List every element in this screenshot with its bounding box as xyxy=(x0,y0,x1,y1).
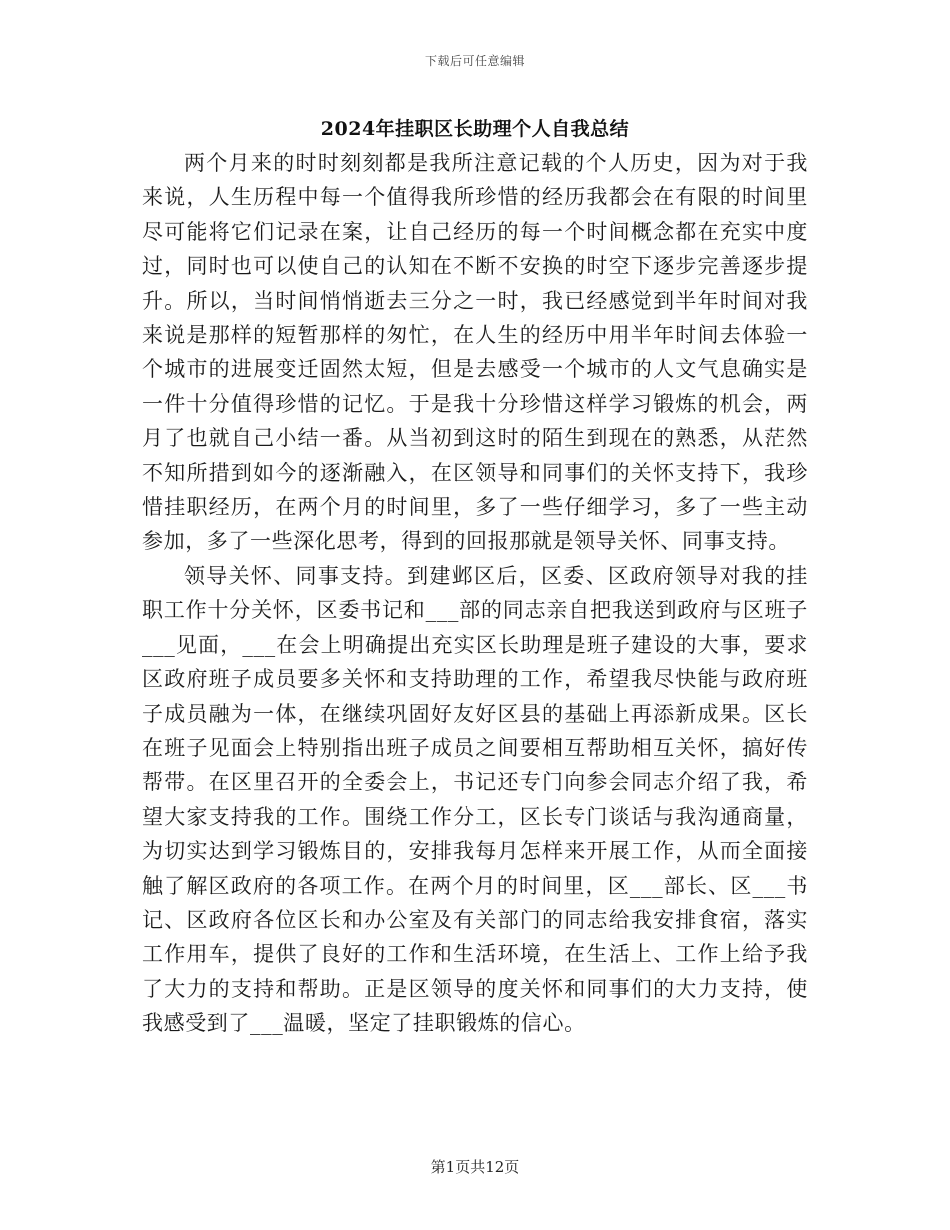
page-number: 第1页共12页 xyxy=(430,1158,520,1176)
document-title: 2024年挂职区长助理个人自我总结 xyxy=(320,118,630,140)
document-body xyxy=(142,146,808,1041)
paragraph: 两个月来的时时刻刻都是我所注意记载的个人历史，因为对于我来说，人生历程中每一个值得我所珍惜的经历我都会在有限的时间里尽可能将它们记录在案，让自己经历的每一个时间概念都在充实中度过，同时也可以使自己的认知在不断不安换的时空下逐步完善逐步提升。所以，当时间悄悄逝去三分之一时，我已经感觉到半年时间对我来说是那样的短暂那样的匆忙，在人生的经历中用半年时间去体验一个城市的进展变迁固然太短，但是去感受一个城市的人文气息确实是一件十分值得珍惜的记忆。于是我十分珍惜这样学习锻炼的机会，两月了也就自己小结一番。从当初到这时的陌生到现在的熟悉，从茫然不知所措到如今的逐渐融入，在区领导和同事们的关怀支持下，我珍惜挂职经历，在两个月的时间里，多了一些仔细学习，多了一些主动参加，多了一些深化思考，得到的回报那就是领导关怀、同事支持。 xyxy=(142,151,808,554)
paragraph: 领导关怀、同事支持。到建邺区后，区委、区政府领导对我的挂职工作十分关怀，区委书记和___部的同志亲自把我送到政府与区班子___见面，___在会上明确提出充实区长助理是班子建设的大事，要求区政府班子成员要多关怀和支持助理的工作，希望我尽快能与政府班子成员融为一体，在继续巩固好友好区县的基础上再添新成果。区长在班子见面会上特别指出班子成员之间要相互帮助相互关怀，搞好传帮带。在区里召开的全委会上，书记还专门向参会同志介绍了我，希望大家支持我的工作。围绕工作分工，区长专门谈话与我沟通商量，为切实达到学习锻炼目的，安排我每月怎样来开展工作，从而全面接触了解区政府的各项工作。在两个月的时间里，区___部长、区___书记、区政府各位区长和办公室及有关部门的同志给我安排食宿，落实工作用车，提供了良好的工作和生活环境，在生活上、工作上给予我了大力的支持和帮助。正是区领导的度关怀和同事们的大力支持，使我感受到了___温暖，坚定了挂职锻炼的信心。 xyxy=(142,563,808,1036)
header-note: 下载后可任意编辑 xyxy=(424,54,525,68)
